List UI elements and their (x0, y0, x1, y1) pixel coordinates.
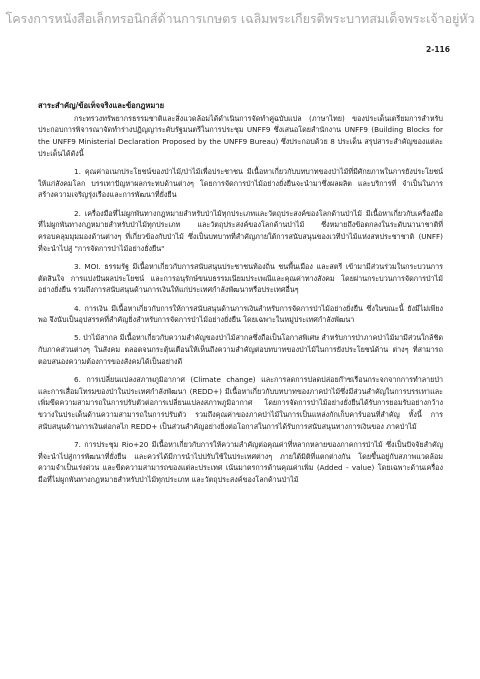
list-item-2: 2. เครื่องมือที่ไม่ผูกพันทางกฎหมายสำหรับป่าไม้ทุกประเภทและวัตถุประสงค์ของโลกด้านป่าไม้ มีเนื้อหาเกี่ยวกับเครื่องมือที่ไม่ผูกพันทางกฎหมายสำหรับป่าไม้ทุกประเภท และวัตถุประสงค์ของโลกด้านป่าไม้ ซึ่งหมายถึงข้อตกลงในระดับนานาชาติที่ครอบคลุมมุมมองด้านต่างๆ ที่เกี่ยวข้องกับป่าไม้ ซึ่งเป็นบทบาทที่สำคัญภายใต้การสนับสนุนของเวทีป่าไม้แห่งสหประชาชาติ (UNFF) ที่จะนำไปสู่ "การจัดการป่าไม้อย่างยั่งยืน" (38, 208, 443, 253)
list-item-5: 5. ป่าไม้สากล มีเนื้อหาเกี่ยวกับความสำคัญของป่าไม้สากลซึ่งถือเป็นโอกาสพิเศษ สำหรับการป่าภาคป่าไม้มามีส่วนใกล้ชิดกับภาคส่วนต่างๆ ในสังคม ตลอดจนกระตุ้นเตือนให้เห็นถึงความสำคัญต่อบทบาทของป่าไม้ในการยังประโยชน์ด้าน ต่างๆ ที่สามารถตอบสนองความต้องการของสังคมได้เป็นอย่างดี (38, 333, 443, 366)
list-item-4: 4. การเงิน มีเนื้อหาเกี่ยวกับการให้การสนับสนุนด้านการเงินสำหรับการจัดการป่าไม้อย่างยั่งยืน ซึ่งในขณะนี้ ยังมีไม่เพียงพอ จึงนับเป็นอุปสรรคที่สำคัญยิ่งสำหรับการจัดการป่าไม้อย่างยั่งยืน โดยเฉพาะในหมู่ประเทศกำลังพัฒนา (38, 303, 443, 325)
list-item-1: 1. คุณค่าอเนกประโยชน์ของป่าไม้/ป่าไม้เพื่อประชาชน มีเนื้อหาเกี่ยวกับบทบาทของป่าไม้ที่มีศักยภาพในการยังประโยชน์ให้แก่สังคมโลก บรรเทาปัญหาผลกระทบด้านต่างๆ โดยการจัดการป่าไม้อย่างยั่งยืนจะนำมาซึ่งผลผลิต และบริการที่ จำเป็นในการสร้างความเจริญรุ่งเรืองและการพัฒนาที่ยั่งยืน (38, 167, 443, 200)
document-body (38, 100, 443, 486)
list-item-6: 6. การเปลี่ยนแปลงสภาพภูมิอากาศ (Climate change) และการลดการปลดปล่อยก๊าซเรือนกระจกจากการทำลายป่าและการเสื่อมโทรมของป่าในประเทศกำลังพัฒนา (REDD+) มีเนื้อหาเกี่ยวกับบทบาทของภาคป่าไม้ซึ่งมีส่วนสำคัญในการบรรเทาและเพิ่มขีดความสามารถในการปรับตัวต่อการเปลี่ยนแปลงสภาพภูมิอากาศ โดยการจัดการป่าไม้อย่างยั่งยืนได้รับการยอมรับอย่างกว้างขวางในประเด็นด้านความสามารถในการปรับตัว รวมถึงคุณค่าของภาคป่าไม้ในการเป็นแหล่งกักเก็บคาร์บอนที่สำคัญ ทั้งนี้ การสนับสนุนด้านการเงินต่อกลไก REDD+ เป็นส่วนสำคัญอย่างยิ่งต่อโอกาสในการได้รับการสนับสนุนทางการเงินของ ภาคป่าไม้ (38, 375, 443, 431)
list-item-3: 3. MOI. ธรรมรัฐ มีเนื้อหาเกี่ยวกับการสนับสนุนประชาชนท้องถิ่น ชนพื้นเมือง และสตรี เข้ามามีส่วนร่วมในกระบวนการตัดสินใจ การแบ่งปันผลประโยชน์ และการอนุรักษ์ขนบธรรมเนียมประเพณีและคุณค่าทางสังคม โดยผ่านกระบวนการจัดการป่าไม้อย่างยั่งยืน รวมถึงการสนับสนุนด้านการเงินให้แก่ประเทศกำลังพัฒนาหรือประเทศอื่นๆ (38, 261, 443, 295)
list-item-7: 7. การประชุม Rio+20 มีเนื้อหาเกี่ยวกับการให้ความสำคัญต่อคุณค่าที่หลากหลายของภาคการป่าไม้ ซึ่งเป็นปัจจัยสำคัญที่จะนำไปสู่การพัฒนาที่ยั่งยืน และควรได้มีการนำไปปรับใช้ในประเทศต่างๆ ภายใต้มิติที่แตกต่างกัน โดยขึ้นอยู่กับสภาพแวดล้อม ความจำเป็นเร่งด่วน และขีดความสามารถของแต่ละประเทศ เน้นมาตรการด้านคุณค่าเพิ่ม (Added - value) โดยเฉพาะด้านเครื่องมือที่ไม่ผูกพันทางกฎหมายสำหรับป่าไม้ทุกประเภท และวัตถุประสงค์ของโลกด้านป่าไม้ (38, 440, 443, 485)
section-title: สาระสำคัญ/ข้อเท็จจริงและข้อกฎหมาย (38, 101, 165, 110)
page-number: 2-116 (426, 45, 450, 54)
intro-paragraph: กระทรวงทรัพยากรธรรมชาติและสิ่งแวดล้อมได้ดำเนินการจัดทำคู่ฉบับแปล (ภาษาไทย) ของประเด็นเตรียมการสำหรับประกอบการพิจารณาจัดทำร่างปฏิญญาระดับรัฐมนตรีในการประชุม UNFF9 ซึ่งเสนอโดยสำนักงาน UNFF9 (Building Blocks for the UNFF9 Ministerial Declaration Proposed by the UNFF9 Bureau) ซึ่งประกอบด้วย 8 ประเด็น สรุปสาระสำคัญของแต่ละประเด็นได้ดังนี้ (38, 113, 443, 158)
header-title: โครงการหนังสือเล็กทรอนิกส์ด้านการเกษตร เฉลิมพระเกียรติพระบาทสมเด็จพระเจ้าอยู่หัว (5, 11, 475, 26)
